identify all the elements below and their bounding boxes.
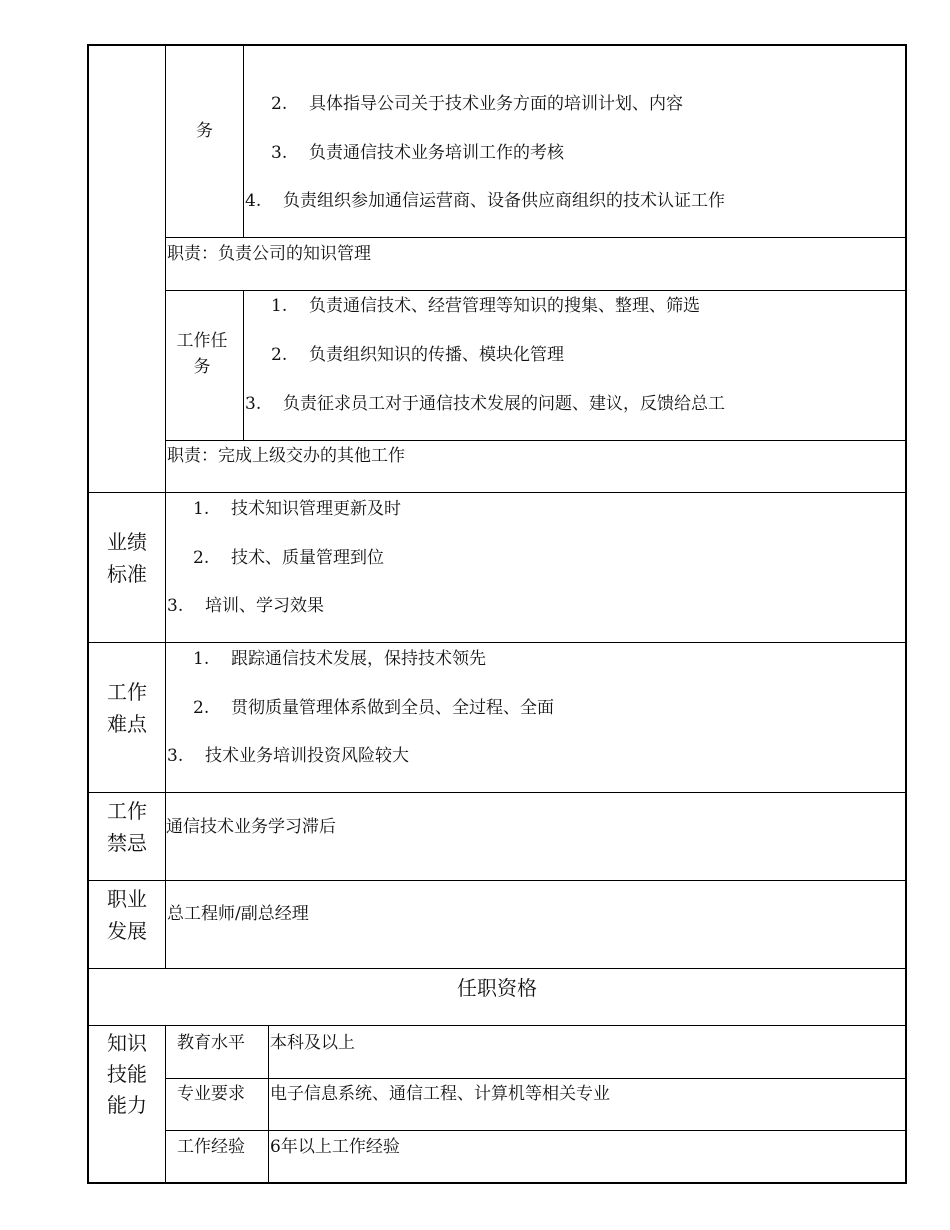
item-text: 培训、学习效果: [205, 596, 324, 616]
item-number: 3.: [167, 746, 184, 766]
taboo-text: 通信技术业务学习滞后: [166, 817, 336, 837]
item-number: 3.: [167, 596, 184, 616]
item-number: 3.: [271, 143, 288, 163]
item-text: 负责组织知识的传播、模块化管理: [309, 345, 564, 365]
qualification-value-education: 本科及以上: [270, 1033, 355, 1053]
item-number: 4.: [245, 191, 262, 211]
duty1-item-2: [271, 94, 683, 114]
difficulty-label: 工作难点: [107, 680, 147, 736]
qualification-value-experience: 6年以上工作经验: [270, 1137, 400, 1157]
item-text: 负责通信技术、经营管理等知识的搜集、整理、筛选: [309, 296, 700, 316]
duty-3-statement: 职责：完成上级交办的其他工作: [167, 446, 405, 466]
difficulty-item-2: [193, 698, 554, 718]
item-text: 技术知识管理更新及时: [231, 499, 401, 519]
duty2-item-3: [245, 394, 725, 414]
item-text: 技术业务培训投资风险较大: [205, 746, 409, 766]
item-text: 负责通信技术业务培训工作的考核: [309, 143, 564, 163]
item-number: 1.: [271, 296, 288, 316]
item-number: 2.: [193, 698, 210, 718]
qualification-key-education: 教育水平: [177, 1033, 245, 1053]
career-text: 总工程师/副总经理: [167, 904, 309, 924]
performance-label: 业绩标准: [107, 530, 147, 586]
item-number: 2.: [193, 548, 210, 568]
performance-item-1: [193, 499, 401, 519]
item-number: 3.: [245, 394, 262, 414]
duty2-item-2: [271, 345, 564, 365]
qualification-key-experience: 工作经验: [177, 1137, 245, 1157]
item-text: 技术、质量管理到位: [231, 548, 384, 568]
task-label-tail: 务: [196, 121, 213, 141]
difficulty-item-3: [167, 746, 409, 766]
duty1-item-3: [271, 143, 564, 163]
difficulty-item-1: [193, 649, 486, 669]
item-number: 1.: [193, 649, 210, 669]
performance-item-2: [193, 548, 384, 568]
duty1-item-4: [245, 191, 725, 211]
item-number: 1.: [193, 499, 210, 519]
task-label: 工作任务: [176, 331, 228, 377]
taboo-label: 工作禁忌: [107, 799, 147, 855]
qualification-label: 知识技能能力: [107, 1031, 147, 1117]
item-number: 2.: [271, 345, 288, 365]
item-text: 具体指导公司关于技术业务方面的培训计划、内容: [309, 94, 683, 114]
item-text: 负责组织参加通信运营商、设备供应商组织的技术认证工作: [283, 191, 725, 211]
item-number: 2.: [271, 94, 288, 114]
item-text: 贯彻质量管理体系做到全员、全过程、全面: [231, 698, 554, 718]
qualification-value-major: 电子信息系统、通信工程、计算机等相关专业: [270, 1084, 610, 1104]
qualification-key-major: 专业要求: [177, 1084, 245, 1104]
item-text: 跟踪通信技术发展，保持技术领先: [231, 649, 486, 669]
career-label: 职业发展: [107, 887, 147, 943]
performance-item-3: [167, 596, 324, 616]
duty-2-statement: 职责：负责公司的知识管理: [167, 244, 371, 264]
duty2-item-1: [271, 296, 700, 316]
item-text: 负责征求员工对于通信技术发展的问题、建议，反馈给总工: [283, 394, 725, 414]
qualification-header: 任职资格: [457, 976, 537, 1000]
